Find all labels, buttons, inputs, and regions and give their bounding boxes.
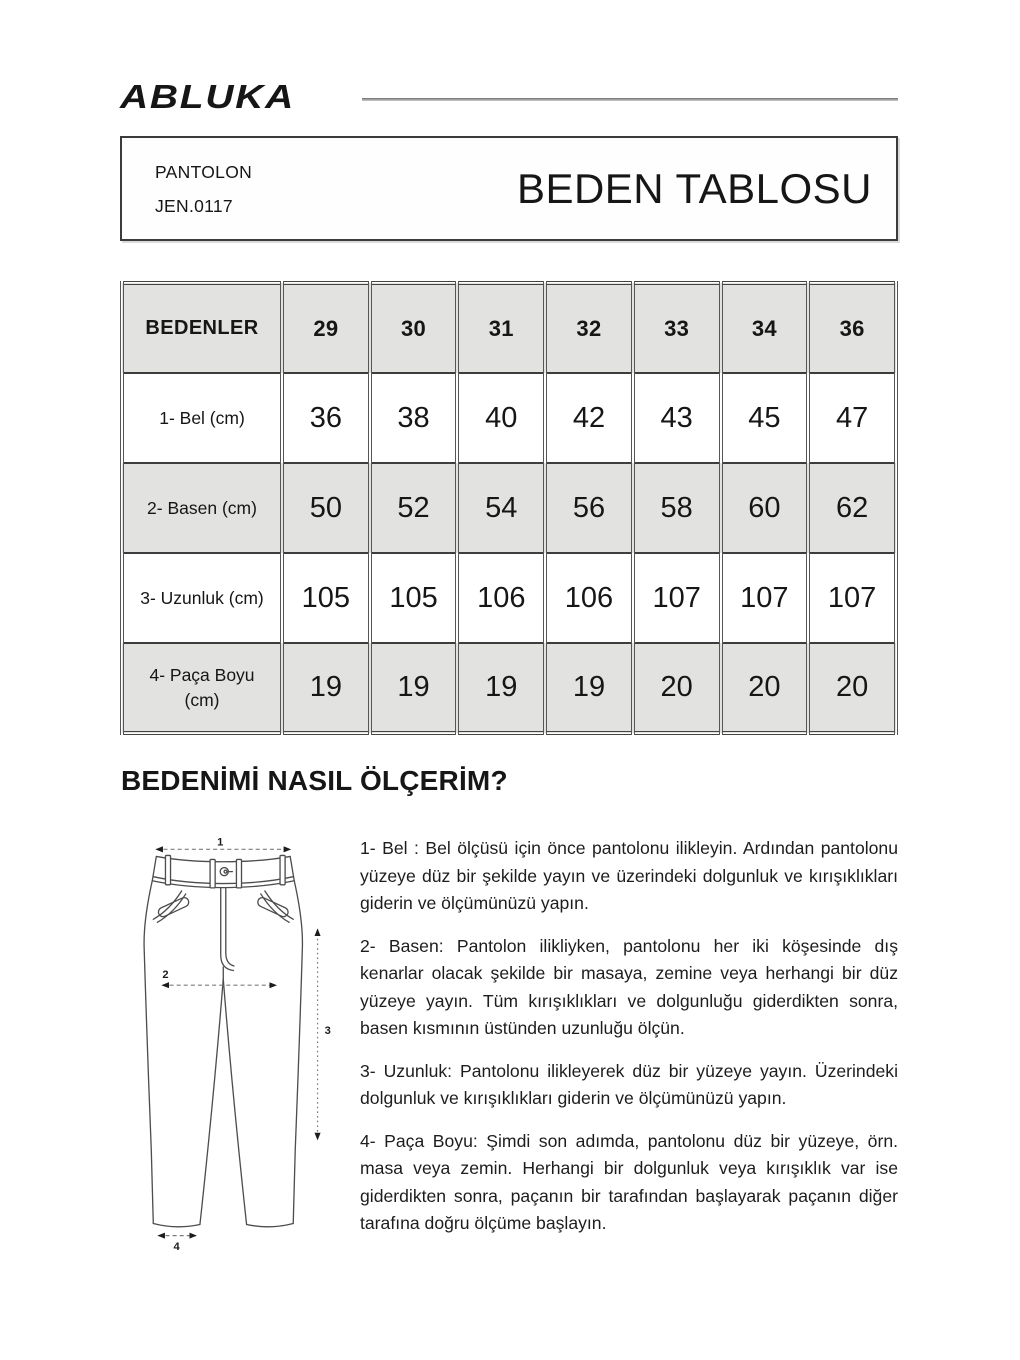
row-label: 3- Uzunluk (cm) [122, 553, 282, 643]
table-row-bel [122, 373, 896, 463]
row-label: 1- Bel (cm) [122, 373, 282, 463]
header-cell-bedenler: BEDENLER [122, 283, 282, 373]
cell-value: 107 [721, 553, 809, 643]
pants-legs [144, 881, 302, 1227]
cell-value: 19 [282, 643, 370, 733]
product-type: PANTOLON [155, 161, 253, 182]
measure-2-hip [162, 969, 276, 985]
table-row-paca-boyu [122, 643, 896, 733]
cell-value: 106 [457, 553, 545, 643]
title-box [120, 136, 898, 241]
cell-value: 52 [370, 463, 458, 553]
svg-text:1: 1 [217, 836, 224, 849]
table-header-row [122, 283, 896, 373]
cell-value: 42 [545, 373, 633, 463]
pants-diagram [120, 835, 360, 1258]
cell-value: 105 [370, 553, 458, 643]
product-code: JEN.0117 [155, 195, 233, 216]
cell-value: 20 [808, 643, 896, 733]
cell-value: 50 [282, 463, 370, 553]
pants-pockets [153, 891, 293, 922]
cell-value: 20 [633, 643, 721, 733]
svg-text:2: 2 [162, 969, 169, 982]
cell-value: 60 [721, 463, 809, 553]
cell-value: 106 [545, 553, 633, 643]
instruction-paca: 4- Paça Boyu: Şimdi son adımda, pantolonu düz bir yüzeye, örn. masa veya zemin. Herhangi bir dolgunluk veya kırışıklık var ise giderdikten sonra, paçanın bir tarafından başlayarak paçanın diğer tarafına doğru ölçüme başlayın. [360, 1130, 898, 1233]
pants-fly [221, 888, 234, 971]
measure-4-hem [158, 1236, 196, 1253]
instruction-basen: 2- Basen: Pantolon ilikliyken, pantolonu her iki köşesinde dış kenarlar olacak şekilde bir masaya, zemine veya herhangi bir düz yüzeye yayın. Tüm kırışıklıkları ve dolgunluğu giderdikten sonra, basen kısmının üstünden uzunluğu ölçün. [360, 935, 898, 1038]
cell-value: 105 [282, 553, 370, 643]
measure-1-waist [156, 836, 290, 849]
page-title: BEDEN TABLOSU [516, 164, 872, 212]
row-label: 4- Paça Boyu (cm) [122, 643, 282, 733]
header-cell-size: 32 [545, 283, 633, 373]
cell-value: 40 [457, 373, 545, 463]
cell-value: 47 [808, 373, 896, 463]
brand-logo-text: ABLUKA [120, 78, 296, 115]
cell-value: 20 [721, 643, 809, 733]
table-row-uzunluk [122, 553, 896, 643]
brand-logo [120, 78, 352, 116]
instruction-bel: 1- Bel : Bel ölçüsü için önce pantolonu ilikleyin. Ardından pantolonu yüzeye düz bir şekilde yayın ve üzerindeki dolgunluk ve kırışıklıkları giderin ve ölçümünüzü yapın. [360, 838, 898, 913]
row-label: 2- Basen (cm) [122, 463, 282, 553]
header-cell-size: 29 [282, 283, 370, 373]
cell-value: 45 [721, 373, 809, 463]
pants-sketch [132, 835, 350, 1253]
header-cell-size: 36 [808, 283, 896, 373]
table-row-basen [122, 463, 896, 553]
cell-value: 19 [370, 643, 458, 733]
size-table [120, 281, 898, 735]
cell-value: 62 [808, 463, 896, 553]
cell-value: 107 [808, 553, 896, 643]
svg-text:3: 3 [324, 1024, 331, 1037]
how-to-heading: BEDENİMİ NASIL ÖLÇERİM? [121, 765, 508, 796]
cell-value: 19 [545, 643, 633, 733]
cell-value: 19 [457, 643, 545, 733]
brand-header [120, 80, 898, 114]
instruction-uzunluk: 3- Uzunluk: Pantolonu ilikleyerek düz bir yüzeye yayın. Üzerindeki dolgunluk ve kırışıklıkları giderin ve ölçümünüzü yapın. [360, 1060, 898, 1108]
svg-text:4: 4 [173, 1240, 180, 1253]
header-rule [362, 98, 898, 101]
measurement-instructions [360, 835, 898, 1258]
cell-value: 36 [282, 373, 370, 463]
cell-value: 54 [457, 463, 545, 553]
pants-waistband [152, 855, 294, 887]
cell-value: 38 [370, 373, 458, 463]
cell-value: 43 [633, 373, 721, 463]
header-cell-size: 31 [457, 283, 545, 373]
cell-value: 107 [633, 553, 721, 643]
cell-value: 56 [545, 463, 633, 553]
product-meta [155, 155, 252, 223]
cell-value: 58 [633, 463, 721, 553]
how-to-content [120, 835, 898, 1258]
header-cell-size: 34 [721, 283, 809, 373]
header-cell-size: 33 [633, 283, 721, 373]
measure-3-length [318, 929, 331, 1139]
header-cell-size: 30 [370, 283, 458, 373]
